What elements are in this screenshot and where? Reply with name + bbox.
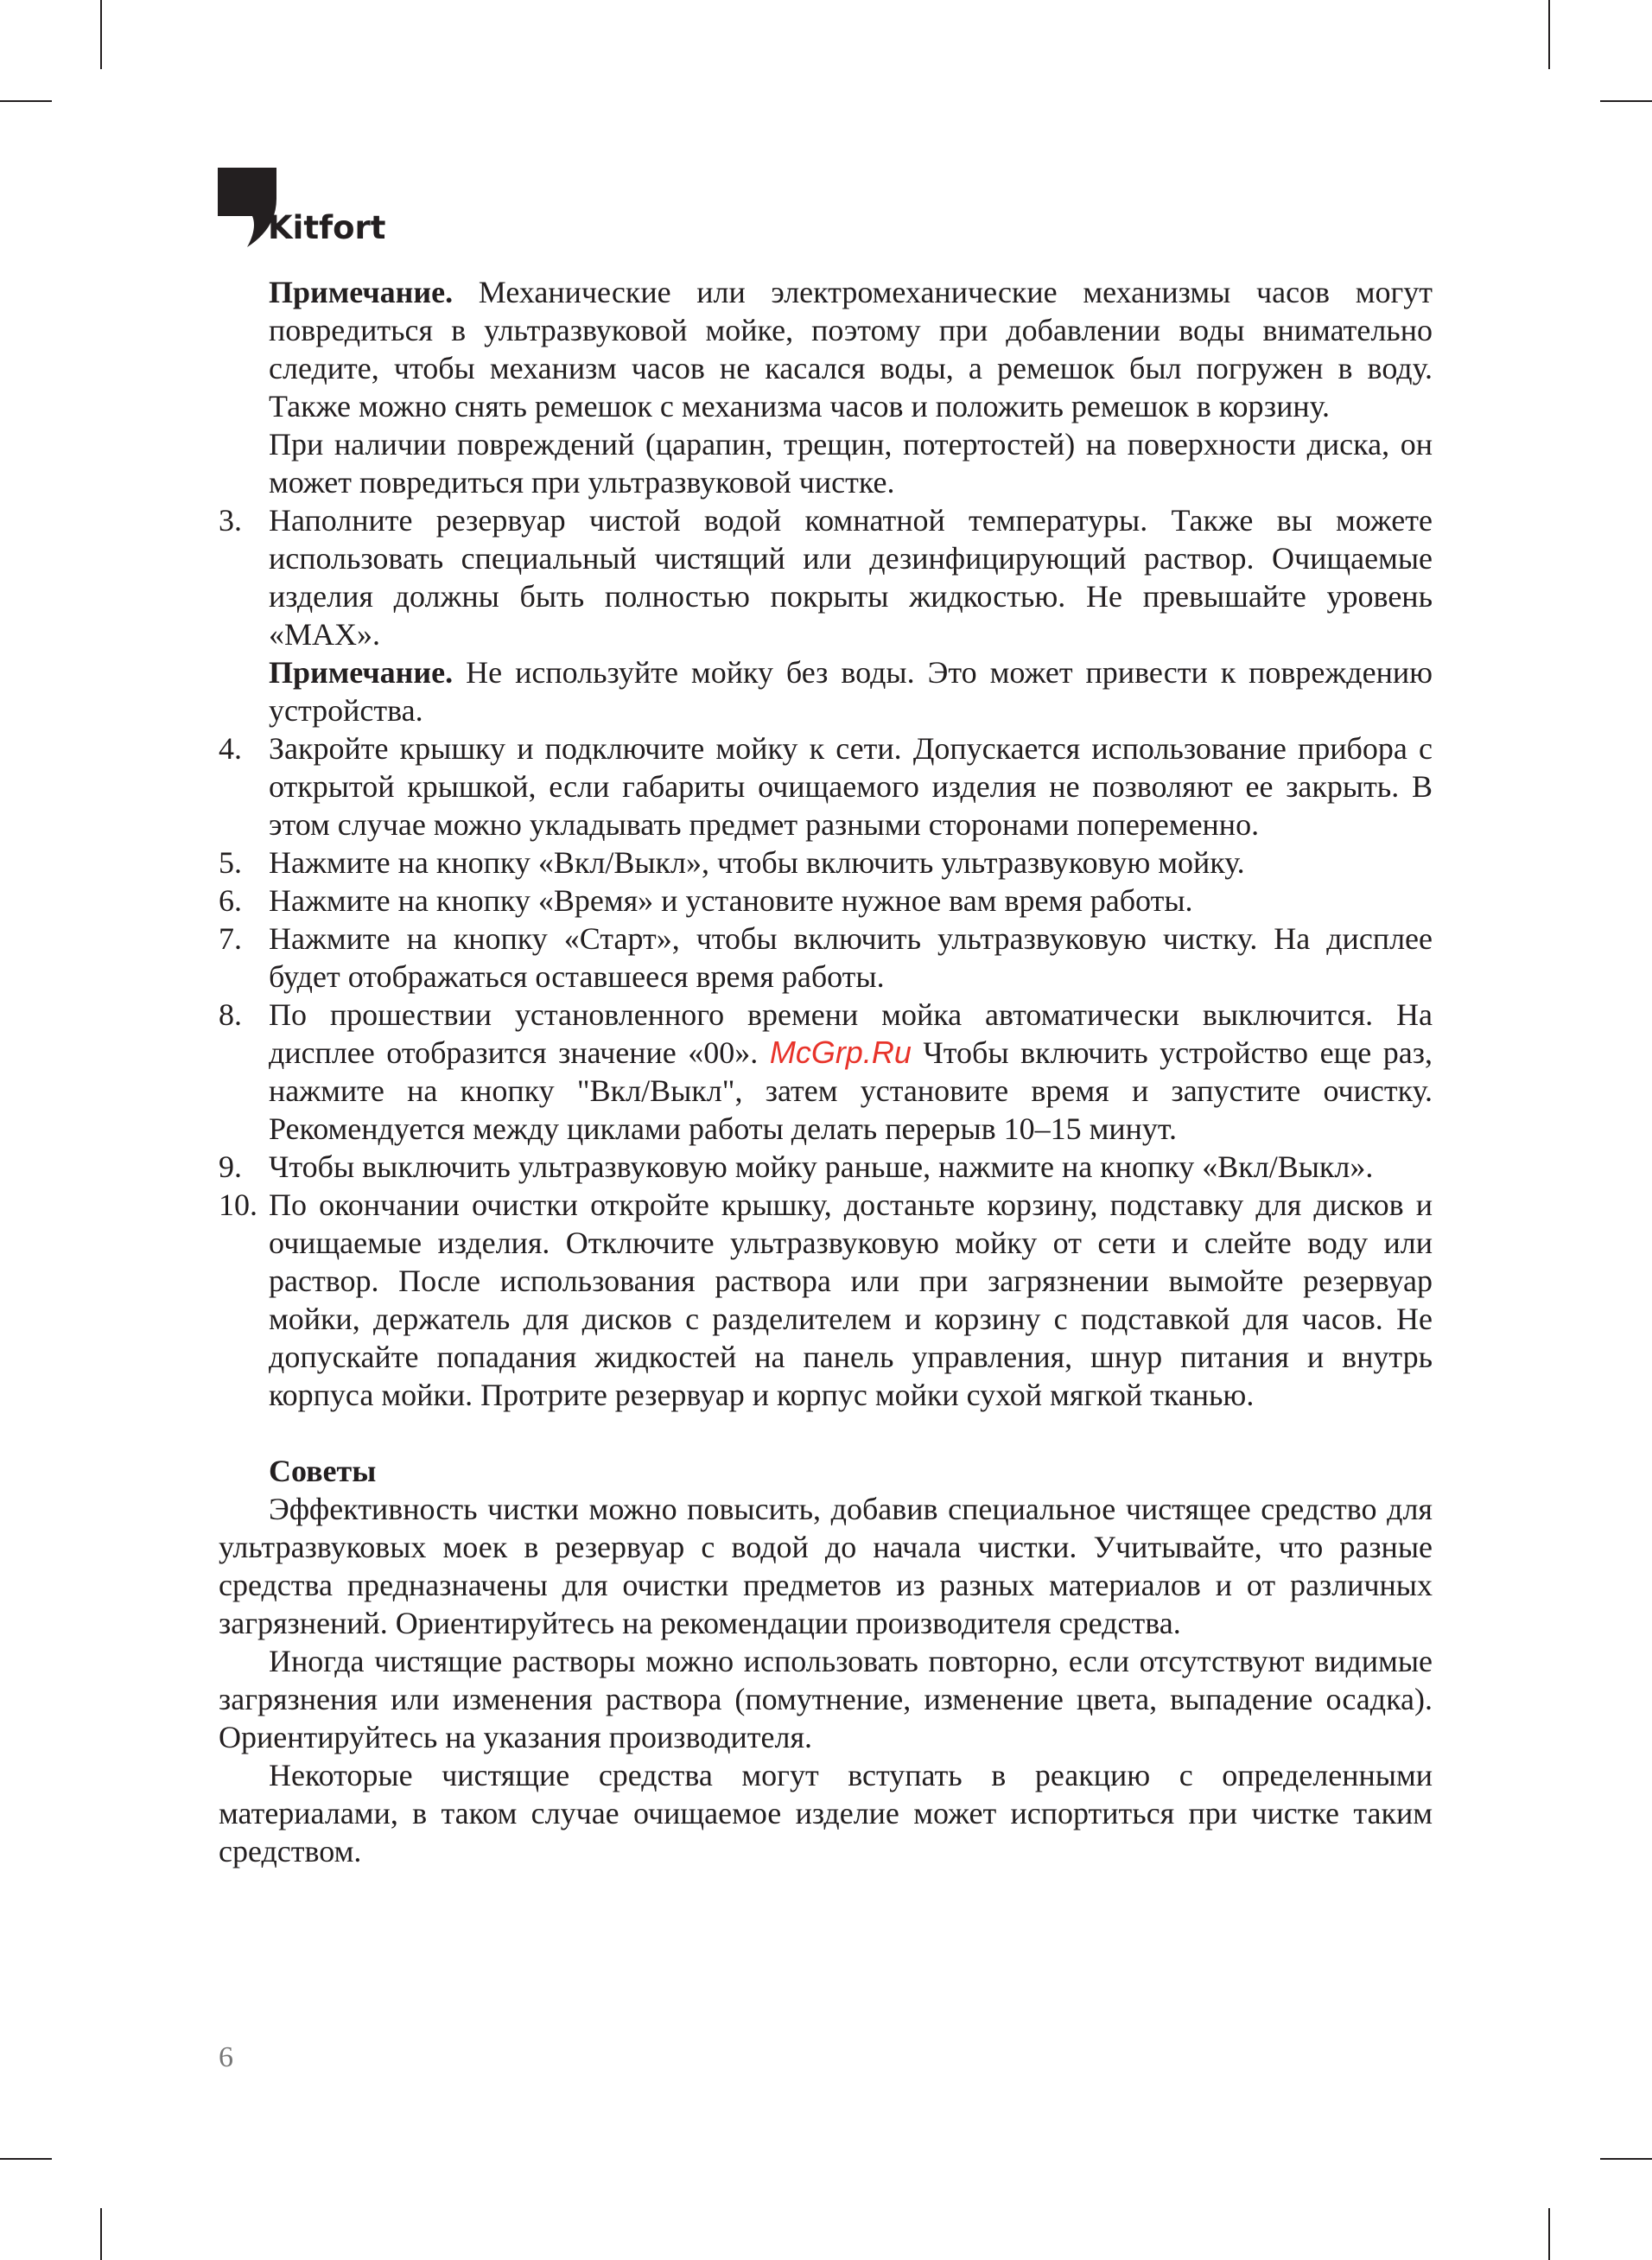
note-block	[219, 273, 1433, 501]
list-number: 6.	[219, 883, 242, 918]
brand-name: Kitfort	[268, 209, 386, 246]
crop-mark	[1600, 2158, 1652, 2160]
list-number: 4.	[219, 731, 242, 766]
page-number: 6	[219, 2041, 233, 2073]
crop-mark	[1548, 2208, 1550, 2260]
list-item-text: Нажмите на кнопку «Время» и установите нужное вам время работы.	[269, 883, 1193, 918]
list-item-text: По окончании очистки откройте крышку, достаньте корзину, подставку для дисков и очищаемые изделия. Отключите ультразвуковую мойку от сети и слейте воду или раствор. После использования раствора или при загрязнении вымойте резервуар мойки, держатель для дисков с разделителем и корзину с подставкой для часов. Не допускайте попадания жидкостей на панель управления, шнур питания и внутрь корпуса мойки. Протрите резервуар и корпус мойки сухой мягкой тканью.	[269, 1187, 1433, 1412]
list-item	[219, 996, 1433, 1148]
list-item	[219, 501, 1433, 729]
step-text: По прошествии установленного времени мойка автоматически выключится. На дисплее отобразится значение «00».	[269, 997, 1433, 1070]
list-item	[219, 1148, 1433, 1186]
list-item-text: Чтобы выключить ультразвуковую мойку раньше, нажмите на кнопку «Вкл/Выкл».	[269, 1149, 1374, 1184]
document-body	[219, 273, 1433, 1870]
crop-mark	[0, 100, 52, 102]
list-number: 3.	[219, 503, 242, 538]
note-label: Примечание.	[269, 275, 454, 309]
step-text: Наполните резервуар чистой водой комнатной температуры. Также вы можете использовать специальный чистящий или дезинфицирующий раствор. Очищаемые изделия должны быть полностью покрыты жидкостью. Не превышайте уровень «MAX».	[269, 503, 1433, 652]
note-paragraph	[269, 653, 1433, 729]
list-number: 9.	[219, 1149, 242, 1184]
list-item-text: Нажмите на кнопку «Вкл/Выкл», чтобы включить ультразвуковую мойку.	[269, 845, 1245, 880]
watermark-text: McGrp.Ru	[769, 1035, 912, 1070]
list-item	[219, 920, 1433, 996]
list-number: 8.	[219, 997, 242, 1032]
step-text: Чтобы включить устройство еще раз, нажмите на кнопку "Вкл/Выкл", затем установите время и запустите очистку. Рекомендуется между циклами работы делать перерыв 10–15 минут.	[269, 1035, 1433, 1146]
brand-logo	[218, 168, 391, 254]
list-item-text	[269, 996, 1433, 1148]
paragraph: Некоторые чистящие средства могут вступать в реакцию с определенными материалами, в таком случае очищаемое изделие может испортиться при чистке таким средством.	[219, 1758, 1433, 1868]
section-heading: Советы	[269, 1454, 377, 1488]
crop-mark	[100, 0, 102, 69]
note-text: Механические или электромеханические механизмы часов могут повредиться в ультразвуковой мойке, поэтому при добавлении воды внимательно следите, чтобы механизм часов не касался воды, а ремешок был погружен в воду. Также можно снять ремешок с механизма часов и положить ремешок в корзину.	[269, 275, 1433, 423]
paragraph: Эффективность чистки можно повысить, добавив специальное чистящее средство для ультразвуковых моек в резервуар с водой до начала чистки. Учитывайте, что разные средства предназначены для очистки предметов из разных материалов и от различных загрязнений. Ориентируйтесь на рекомендации производителя средства.	[219, 1492, 1433, 1640]
note-text: Не используйте мойку без воды. Это может привести к повреждению устройства.	[269, 655, 1433, 728]
list-item	[219, 844, 1433, 882]
list-item-text: Закройте крышку и подключите мойку к сети. Допускается использование прибора с открытой крышкой, если габариты очищаемого изделия не позволяют ее закрыть. В этом случае можно укладывать предмет разными сторонами попеременно.	[269, 731, 1433, 842]
list-item	[219, 882, 1433, 920]
paragraph: Иногда чистящие растворы можно использовать повторно, если отсутствуют видимые загрязнения или изменения раствора (помутнение, изменение цвета, выпадение осадка). Ориентируйтесь на указания производителя.	[219, 1644, 1433, 1754]
list-item	[219, 729, 1433, 844]
crop-mark	[100, 2208, 102, 2260]
list-item	[219, 1186, 1433, 1414]
crop-mark	[1548, 0, 1550, 69]
note-label: Примечание.	[269, 655, 454, 690]
crop-mark	[1600, 100, 1652, 102]
list-item-text: Нажмите на кнопку «Старт», чтобы включить ультразвуковую чистку. На дисплее будет отображаться оставшееся время работы.	[269, 921, 1433, 994]
list-number: 7.	[219, 921, 242, 956]
list-number: 5.	[219, 845, 242, 880]
crop-mark	[0, 2158, 52, 2160]
list-item-text	[269, 501, 1433, 729]
list-number: 10.	[219, 1187, 257, 1222]
note-paragraph	[269, 273, 1433, 425]
note-paragraph: При наличии повреждений (царапин, трещин, потертостей) на поверхности диска, он может повредиться при ультразвуковой чистке.	[269, 427, 1433, 500]
